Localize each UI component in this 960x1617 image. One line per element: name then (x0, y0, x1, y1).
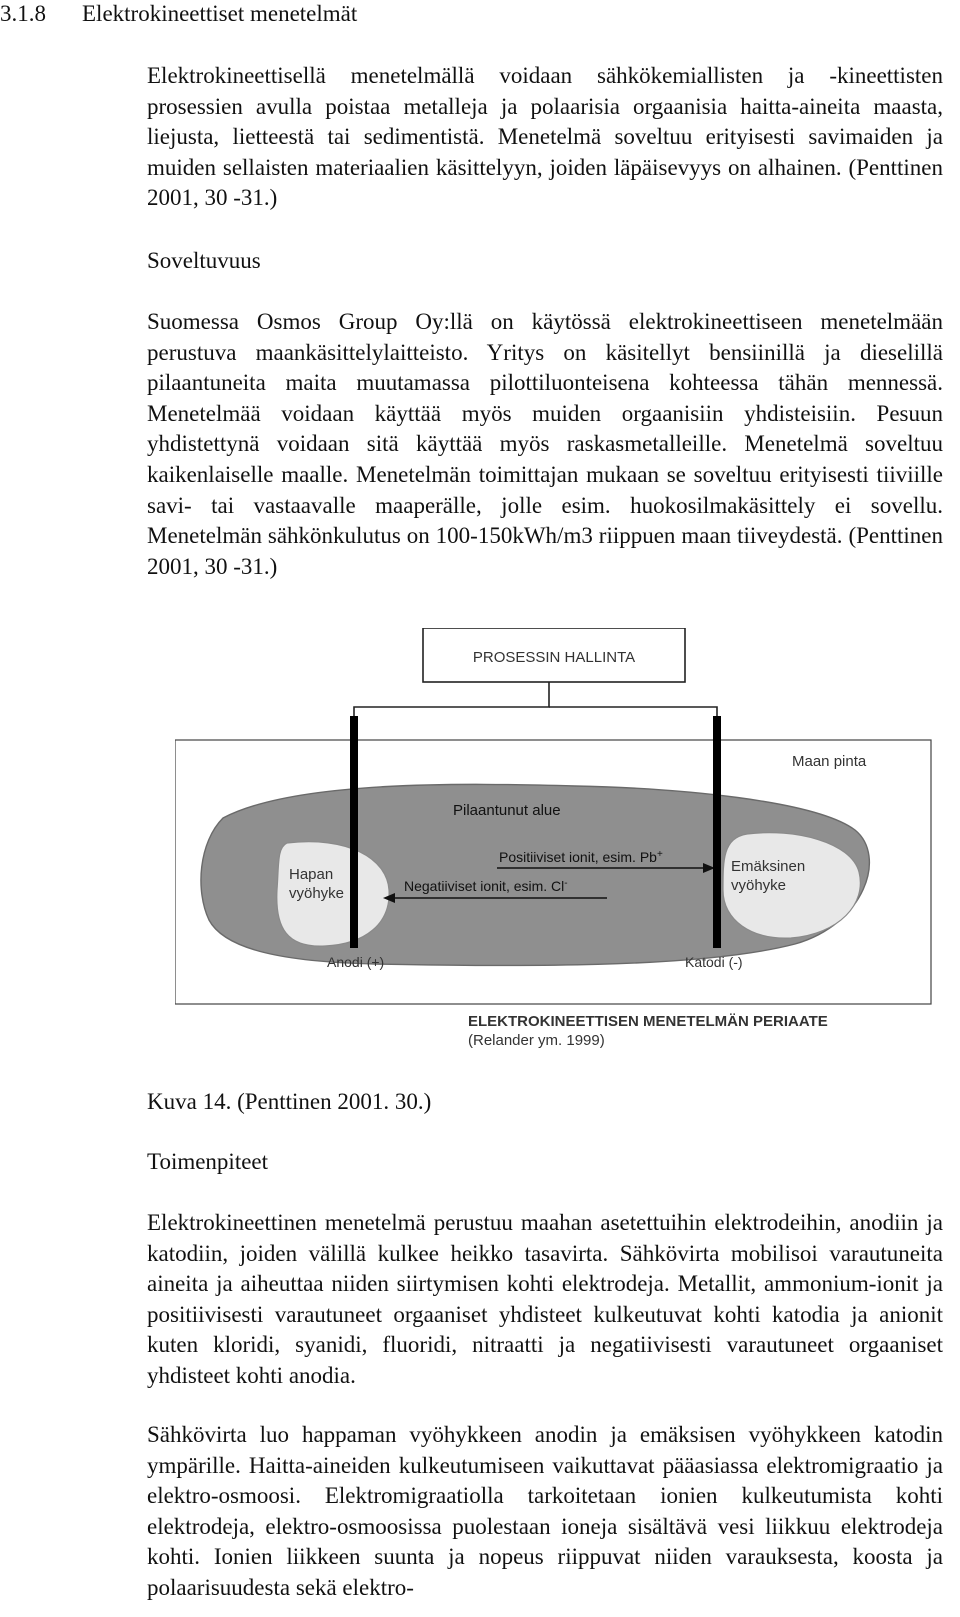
wire-to-anode (354, 682, 549, 716)
paragraph-intro: Elektrokineettisellä menetelmällä voidaan sähkökemiallisten ja -kineettisten prosessien avulla poistaa metalleja ja polaarisia orgaanisia haitta-aineita maasta, liejusta, lietteestä tai sedimentistä. Menetelmä soveltuu erityisesti savimaiden ja muiden sellaisten materiaalien käsittelyyn, joiden läpäisevyys on alhainen. (Penttinen 2001, 30 -31.) (147, 63, 943, 211)
cathode-electrode (713, 716, 721, 948)
section-number: 3.1.8 (0, 1, 46, 26)
base-zone-label-line1: Emäksinen (731, 858, 806, 875)
wire-to-cathode (549, 707, 717, 716)
paragraph-soveltuvuus: Suomessa Osmos Group Oy:llä on käytössä elektrokineettiseen menetelmään perustuva maankäsittelylaitteisto. Yritys on käsitellyt bensiinillä ja dieselillä pilaantuneita maita muutamassa pilottiluonteisena kohteessa tähän mennessä. Menetelmää voidaan käyttää myös muiden orgaanisiin yhdisteisiin. Pesuun yhdistettynä voidaan sitä käyttää myös raskasmetalleille. Menetelmä soveltuu kaikenlaiselle maalle. Menetelmän toimittajan mukaan se soveltuu erityisesti tiiviille savi- tai vastaavalle maaperälle, jolle esim. huokosilmakäsittely ei sovellu. Menetelmän sähkönkulutus on 100-150kWh/m3 riippuen maan tiiveydestä. (Penttinen 2001, 30 -31.) (147, 309, 943, 579)
cathode-label: Katodi (-) (685, 954, 743, 970)
contaminated-zone-label: Pilaantunut alue (453, 802, 561, 819)
section-heading (0, 0, 357, 28)
negative-ions-label: Negatiiviset ionit, esim. Cl- (404, 878, 568, 894)
anode-label: Anodi (+) (327, 954, 385, 970)
acid-zone-label-line1: Hapan (289, 866, 334, 883)
anode-electrode (350, 716, 358, 948)
section-title: Elektrokineettiset menetelmät (82, 1, 358, 26)
subheading-toimenpiteet: Toimenpiteet (147, 1149, 269, 1174)
figure-source: (Relander ym. 1999) (468, 1032, 605, 1049)
paragraph-toimenpiteet-1: Elektrokineettinen menetelmä perustuu maahan asetettuihin elektrodeihin, anodiin ja katodiin, joiden välillä kulkee heikko tasavirta. Sähkövirta mobilisoi varautuneita aineita ja aiheuttaa niiden siirtymisen kohti elektrodeja. Metallit, ammonium-ionit ja positiivisesti varautuneet orgaaniset yhdisteet kulkeutuvat kohti katodia ja anionit kuten kloridi, syanidi, fluoridi, nitraatti ja negatiivisesti varautuneet orgaaniset yhdisteet kohti anodia. (147, 1210, 943, 1388)
subheading-soveltuvuus: Soveltuvuus (147, 248, 261, 273)
positive-ions-label: Positiiviset ionit, esim. Pb+ (499, 849, 663, 865)
acid-zone-label-line2: vyöhyke (289, 885, 345, 902)
electrokinetic-diagram (175, 628, 935, 1078)
base-zone-label-line2: vyöhyke (731, 877, 787, 894)
ground-surface-label: Maan pinta (792, 753, 867, 770)
figure-title: ELEKTROKINEETTISEN MENETELMÄN PERIAATE (468, 1013, 828, 1030)
figure-caption: Kuva 14. (Penttinen 2001. 30.) (147, 1089, 432, 1114)
process-control-label: PROSESSIN HALLINTA (472, 649, 636, 666)
paragraph-toimenpiteet-2: Sähkövirta luo happaman vyöhykkeen anodin ja emäksisen vyöhykkeen katodin ympärille. Haitta-aineiden kulkeutumiseen vaikuttavat pääasiassa elektromigraatio ja elektro-osmoosi. Elektromigraatiolla tarkoitetaan ionien kulkeutumista kohti elektrodeja, elektro-osmoosissa puolestaan ioneja sisältävä vesi liikkuu elektrodeja kohti. Ionien liikkeen suunta ja nopeus riippuvat niiden varauksesta, koosta ja polaarisuudesta sekä elektro- (147, 1422, 943, 1600)
